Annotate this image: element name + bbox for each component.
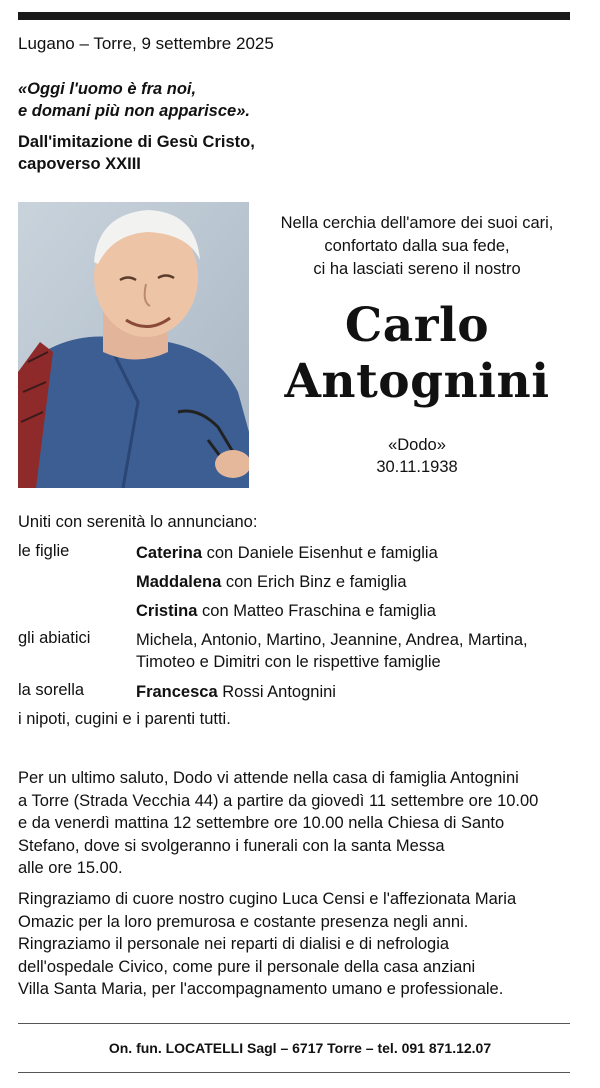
thanks-line: dell'ospedale Civico, come pure il personale della casa anziani — [18, 957, 476, 976]
quote-line-1: «Oggi l'uomo è fra noi, — [18, 80, 197, 98]
farewell-line: alle ore 15.00. — [18, 859, 123, 878]
quote-source-line-1: Dall'imitazione di Gesù Cristo, — [18, 133, 255, 151]
sister-name: Francesca — [136, 683, 218, 701]
intro-line-1: Nella cerchia dell'amore dei suoi cari, — [280, 214, 554, 232]
intro-line-3: ci ha lasciati sereno il nostro — [313, 260, 521, 278]
thanks-line: Villa Santa Maria, per l'accompagnamento umano e professionale. — [18, 980, 504, 999]
farewell-line: e da venerdì mattina 12 settembre ore 10.00 nella Chiesa di Santo — [18, 814, 505, 833]
daughter-name: Caterina — [136, 544, 203, 562]
top-bar — [18, 12, 570, 20]
sister-surname: Rossi Antognini — [217, 683, 336, 701]
other-relatives: i nipoti, cugini e i parenti tutti. — [18, 710, 231, 728]
farewell-line: a Torre (Strada Vecchia 44) a partire da giovedì 11 settembre ore 10.00 — [18, 791, 539, 810]
last-name: Antognini — [284, 354, 550, 409]
thanks-line: Ringraziamo di cuore nostro cugino Luca Censi e l'affezionata Maria — [18, 890, 517, 908]
thanks-paragraph — [18, 888, 578, 1001]
sister-row — [136, 681, 576, 703]
funeral-home-info: On. fun. LOCATELLI Sagl – 6717 Torre – tel. 091 871.12.07 — [108, 1040, 492, 1056]
sister-label: la sorella — [18, 681, 85, 699]
footer-divider-bottom — [18, 1072, 570, 1073]
thanks-line: Omazic per la loro premurosa e costante presenza negli anni. — [18, 912, 469, 931]
thanks-line: Ringraziamo il personale nei reparti di dialisi e di nefrologia — [18, 935, 450, 954]
daughters-label: le figlie — [18, 542, 70, 560]
birth-date: 30.11.1938 — [376, 458, 458, 476]
farewell-line: Per un ultimo saluto, Dodo vi attende nella casa di famiglia Antognini — [18, 769, 519, 787]
quote-source-line-2: capoverso XXIII — [18, 155, 141, 173]
daughter-name: Cristina — [136, 602, 198, 620]
farewell-line: Stefano, dove si svolgeranno i funerali con la santa Messa — [18, 836, 445, 855]
farewell-paragraph — [18, 767, 578, 880]
nickname: «Dodo» — [388, 436, 446, 454]
portrait-photo — [18, 202, 249, 488]
announcement-lead: Uniti con serenità lo annunciano: — [18, 513, 258, 531]
intro-line-2: confortato dalla sua fede, — [324, 237, 510, 255]
daughter-family: con Matteo Fraschina e famiglia — [197, 602, 436, 620]
daughter-row — [136, 542, 576, 564]
grandchildren-line-1: Michela, Antonio, Martino, Jeannine, Andrea, Martina, — [136, 631, 528, 649]
daughter-family: con Erich Binz e famiglia — [221, 573, 407, 591]
quote-line-2: e domani più non apparisce». — [18, 102, 250, 120]
first-name: Carlo — [344, 298, 490, 353]
daughter-family: con Daniele Eisenhut e famiglia — [202, 544, 438, 562]
grandchildren-line-2: Timoteo e Dimitri con le rispettive famiglie — [136, 653, 441, 671]
intro-text — [262, 212, 572, 281]
daughter-name: Maddalena — [136, 573, 222, 591]
portrait-illustration — [18, 202, 249, 488]
daughter-row — [136, 600, 576, 622]
place-date: Lugano – Torre, 9 settembre 2025 — [18, 34, 274, 53]
quote — [18, 78, 250, 122]
nickname-and-birth — [262, 434, 572, 478]
grandchildren-list — [136, 629, 576, 673]
footer-divider-top — [18, 1023, 570, 1024]
grandchildren-label: gli abiatici — [18, 629, 91, 647]
quote-source — [18, 131, 255, 175]
daughter-row — [136, 571, 576, 593]
deceased-name — [262, 298, 572, 410]
